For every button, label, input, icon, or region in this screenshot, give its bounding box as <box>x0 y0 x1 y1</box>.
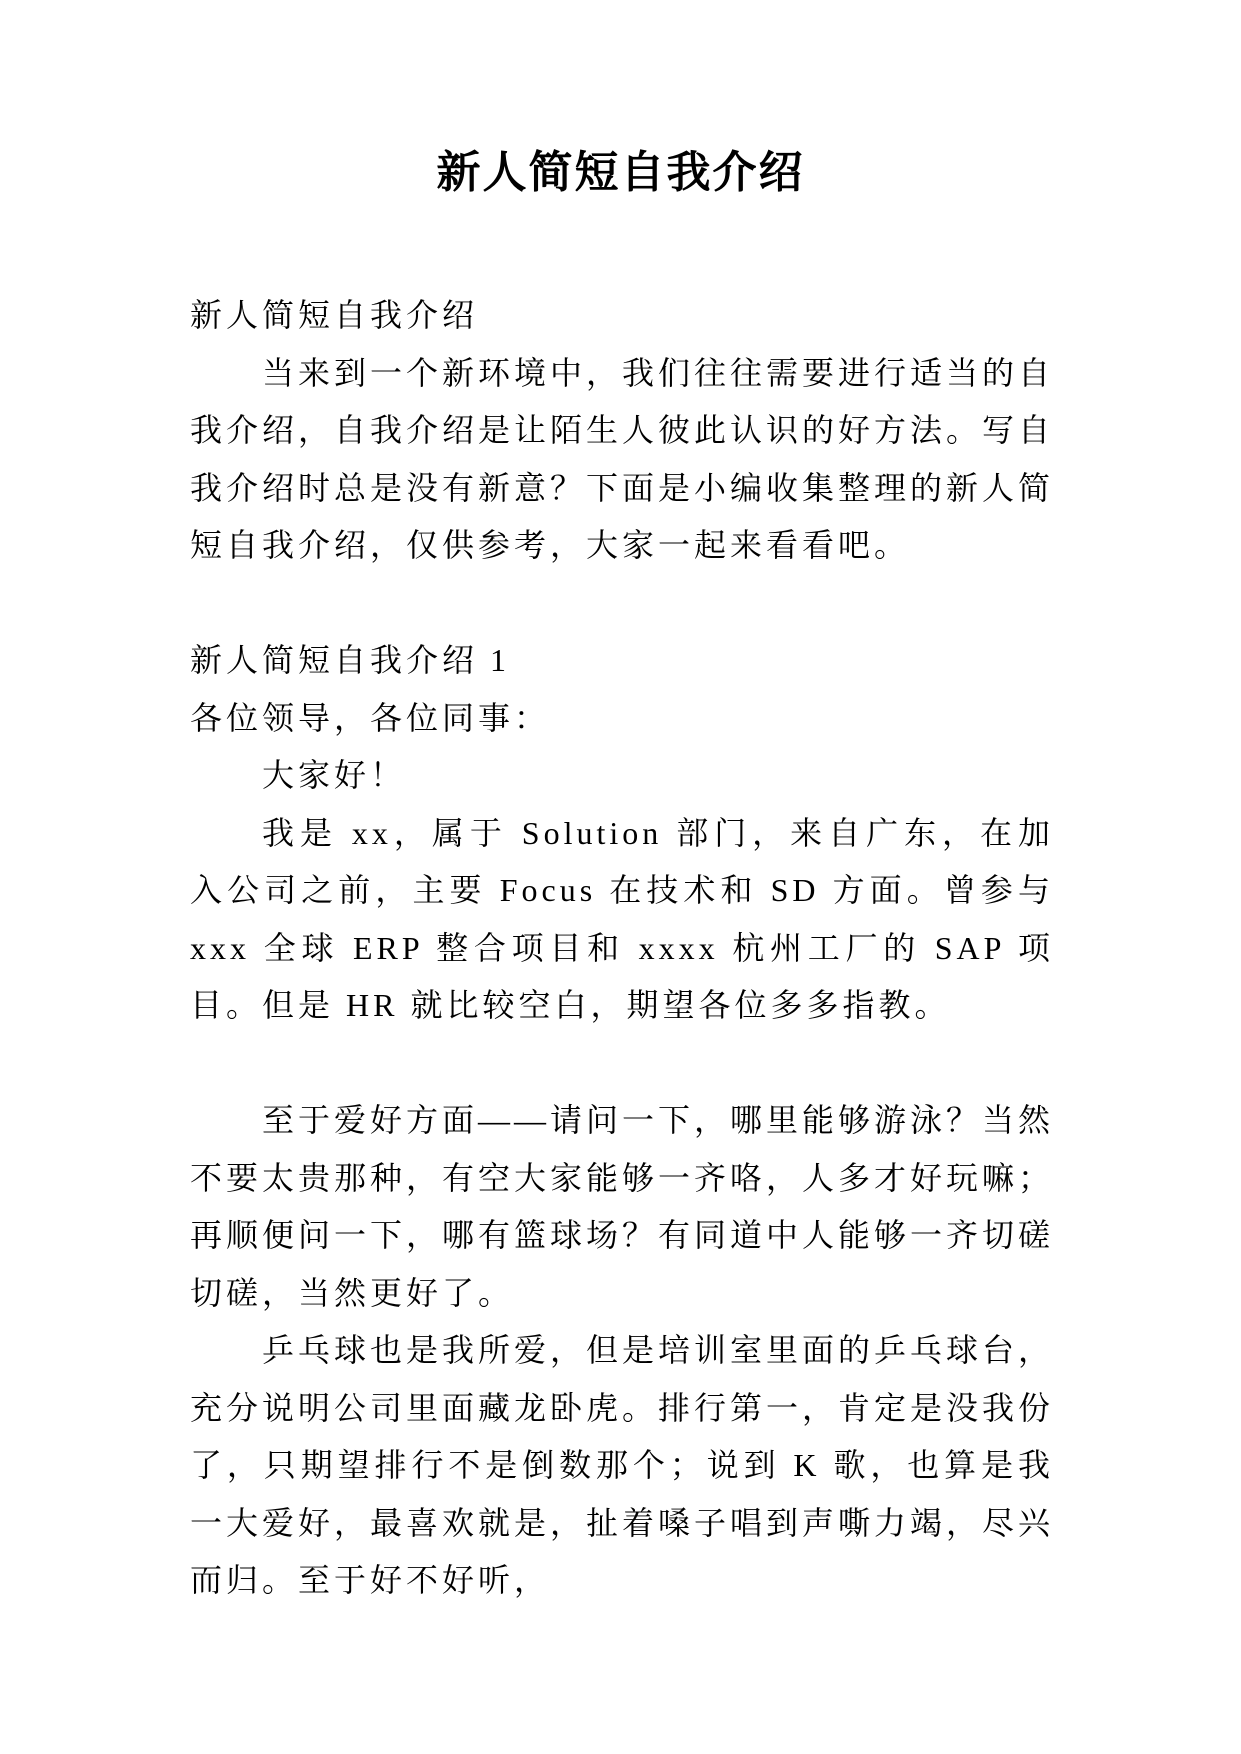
paragraph: 我是 xx，属于 Solution 部门，来自广东，在加入公司之前，主要 Focus 在技术和 SD 方面。曾参与 xxx 全球 ERP 整合项目和 xxxx 杭州工厂的 SAP 项目。但是 HR 就比较空白，期望各位多多指教。 <box>190 814 1054 1023</box>
paragraph: 乒乓球也是我所爱，但是培训室里面的乒乓球台，充分说明公司里面藏龙卧虎。排行第一，肯定是没我份了，只期望排行不是倒数那个；说到 K 歌，也算是我一大爱好，最喜欢就是，扯着嗓子唱到声嘶力竭，尽兴而归。至于好不好听， <box>190 1332 1055 1598</box>
document-title: 新人简短自我介绍 <box>436 148 805 197</box>
document-body <box>190 287 1054 1610</box>
paragraph: 各位领导，各位同事： <box>190 699 551 736</box>
paragraph: 至于爱好方面——请问一下，哪里能够游泳？当然不要太贵那种，有空大家能够一齐咯，人多才好玩嘛；再顺便问一下，哪有篮球场？有同道中人能够一齐切磋切磋，当然更好了。 <box>190 1102 1055 1311</box>
paragraph: 大家好！ <box>262 757 407 793</box>
paragraph: 当来到一个新环境中，我们往往需要进行适当的自我介绍，自我介绍是让陌生人彼此认识的好方法。写自我介绍时总是没有新意？下面是小编收集整理的新人简短自我介绍，仅供参考，大家一起来看看吧。 <box>190 354 1055 563</box>
paragraph: 新人简短自我介绍 1 <box>190 642 511 678</box>
paragraph: 新人简短自我介绍 <box>190 297 479 333</box>
